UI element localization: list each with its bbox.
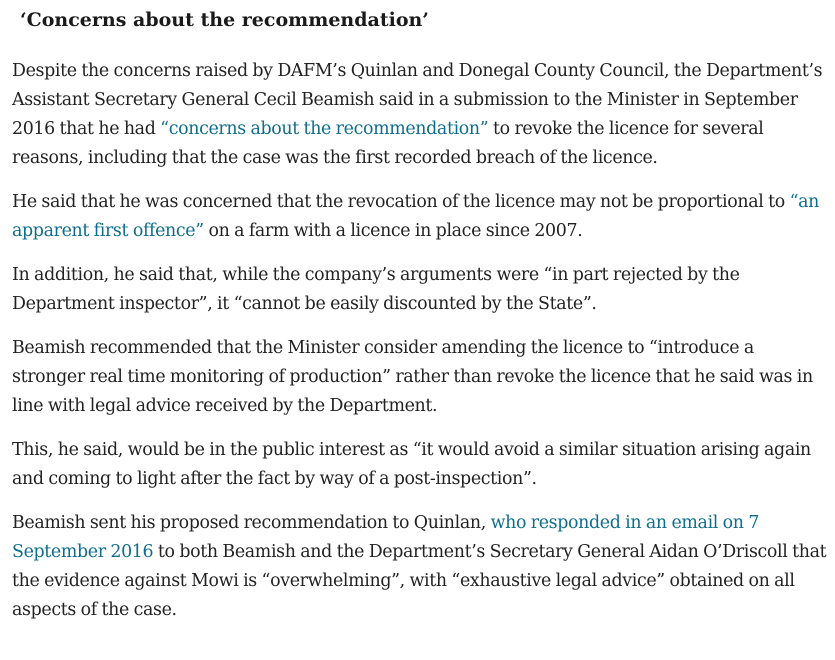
link-concerns-about-recommendation[interactable]: “concerns about the recommendation” xyxy=(160,119,489,139)
paragraph-2 xyxy=(12,188,830,246)
link-email-7-september-2016[interactable]: who responded in an email on 7 September 2016 xyxy=(12,513,760,562)
paragraph-text: Beamish sent his proposed recommendation to Quinlan, xyxy=(12,513,491,533)
article-body xyxy=(12,6,830,640)
paragraph-6 xyxy=(12,509,830,625)
paragraph-3: In addition, he said that, while the company’s arguments were “in part rejected by the Department inspector”, it “cannot be easily discounted by the State”. xyxy=(12,265,740,314)
paragraph-4: Beamish recommended that the Minister consider amending the licence to “introduce a stronger real time monitoring of production” rather than revoke the licence that he said was in line with legal advice received by the Department. xyxy=(12,338,813,416)
paragraph-1 xyxy=(12,57,830,173)
paragraph-text: on a farm with a licence in place since 2007. xyxy=(203,221,583,241)
paragraph-text: Despite the concerns raised by DAFM’s Quinlan and Donegal County Council, the Department’s Assistant Secretary General Cecil Beamish said in a submission to the Minister in September 2016 that he had xyxy=(12,61,823,139)
paragraph-text: to revoke the licence for several reasons, including that the case was the first recorded breach of the licence. xyxy=(12,119,764,168)
link-apparent-first-offence[interactable]: “an apparent first offence” xyxy=(12,192,819,241)
section-heading: ‘Concerns about the recommendation’ xyxy=(20,9,429,31)
paragraph-text: He said that he was concerned that the revocation of the licence may not be proportional to xyxy=(12,192,790,212)
paragraph-text: to both Beamish and the Department’s Secretary General Aidan O’Driscoll that the evidence against Mowi is “overwhelming”, with “exhaustive legal advice” obtained on all aspects of the case. xyxy=(12,542,827,620)
paragraph-5: This, he said, would be in the public interest as “it would avoid a similar situation arising again and coming to light after the fact by way of a post-inspection”. xyxy=(12,440,811,489)
